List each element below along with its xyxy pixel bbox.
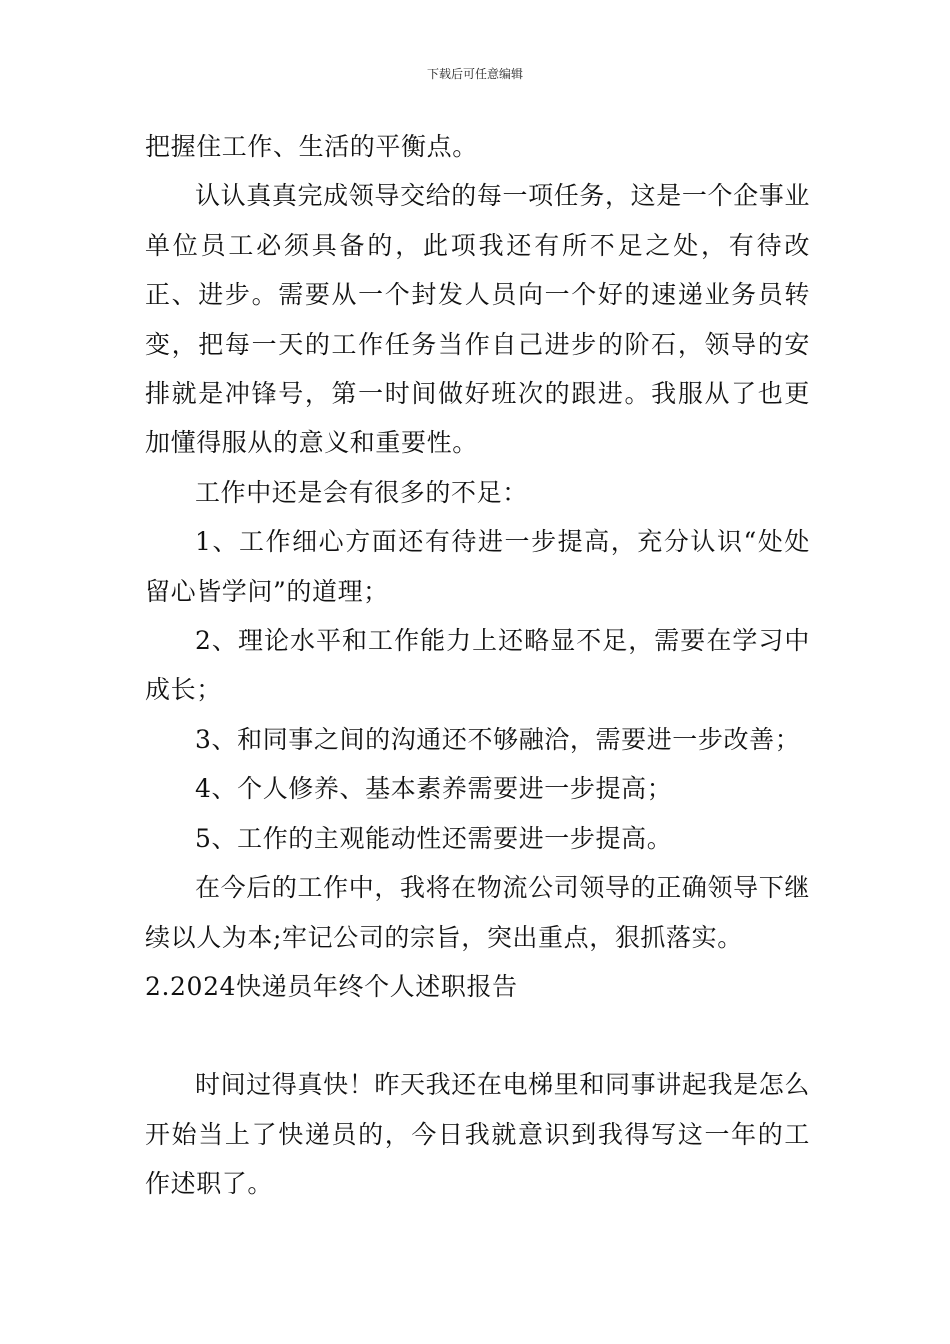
list-item-4: 4、个人修养、基本素养需要进一步提高； (195, 774, 673, 804)
paragraph-report-opening: 时间过得真快！昨天我还在电梯里和同事讲起我是怎么开始当上了快递员的，今日我就意识到我得写这一年的工作述职了。 (145, 1070, 810, 1199)
paragraph-continuation: 把握住工作、生活的平衡点。 (145, 132, 478, 161)
document-body (145, 122, 810, 1209)
list-item-1: 1、工作细心方面还有待进一步提高，充分认识“处处留心皆学问”的道理； (145, 527, 810, 606)
section-heading: 2.2024快递员年终个人述职报告 (145, 971, 518, 1001)
list-item-5: 5、工作的主观能动性还需要进一步提高。 (195, 823, 673, 853)
paragraph-shortcomings-intro: 工作中还是会有很多的不足： (195, 477, 528, 507)
blank-line (145, 1011, 810, 1060)
paragraph-task-completion: 认认真真完成领导交给的每一项任务，这是一个企事业单位员工必须具备的，此项我还有所不足之处，有待改正、进步。需要从一个封发人员向一个好的速递业务员转变，把每一天的工作任务当作自己进步的阶石，领导的安排就是冲锋号，第一时间做好班次的跟进。我服从了也更加懂得服从的意义和重要性。 (145, 181, 810, 458)
page-header: 下载后可任意编辑 (426, 67, 523, 81)
list-item-3: 3、和同事之间的沟通还不够融洽，需要进一步改善； (195, 724, 801, 754)
paragraph-future-work: 在今后的工作中，我将在物流公司领导的正确领导下继续以人为本;牢记公司的宗旨，突出重点，狠抓落实。 (145, 873, 810, 952)
list-item-2: 2、理论水平和工作能力上还略显不足，需要在学习中成长； (145, 626, 810, 705)
